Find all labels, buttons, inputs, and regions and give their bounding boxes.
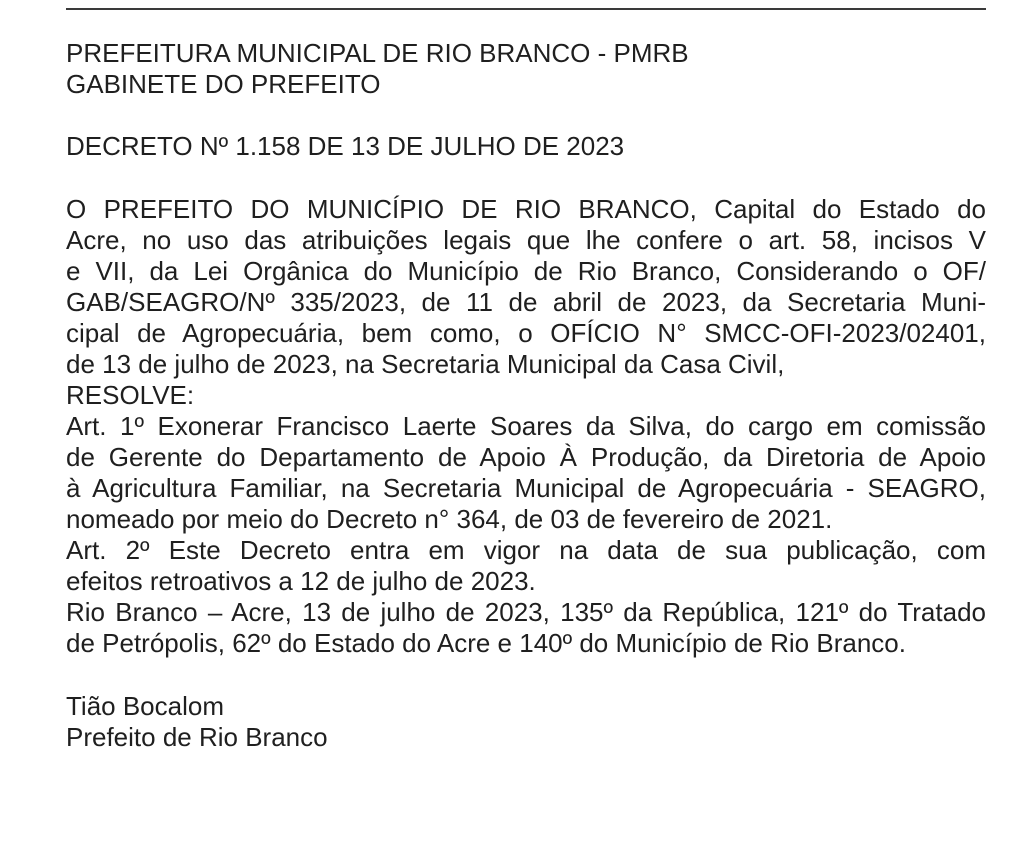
preamble-line: Acre, no uso das atribuições legais que lhe confere o art. 58, incisos V — [66, 225, 986, 255]
closing-line: de Petrópolis, 62º do Estado do Acre e 140º do Município de Rio Branco. — [66, 628, 906, 658]
article-1-line: de Gerente do Departamento de Apoio À Produção, da Diretoria de Apoio — [66, 442, 986, 472]
signatory-role: Prefeito de Rio Branco — [66, 722, 328, 752]
signatory-name: Tião Bocalom — [66, 691, 224, 721]
article-1-line: Art. 1º Exonerar Francisco Laerte Soares da Silva, do cargo em comissão — [66, 411, 986, 441]
article-2-line: Art. 2º Este Decreto entra em vigor na data de sua publicação, com — [66, 535, 986, 565]
article-2-line: efeitos retroativos a 12 de julho de 2023. — [66, 566, 536, 596]
preamble-line: cipal de Agropecuária, bem como, o OFÍCIO N° SMCC-OFI-2023/02401, — [66, 318, 986, 348]
decree-title-block — [66, 131, 986, 162]
office-name: GABINETE DO PREFEITO — [66, 69, 381, 99]
decree-body — [66, 194, 986, 659]
org-name: PREFEITURA MUNICIPAL DE RIO BRANCO - PMRB — [66, 38, 689, 68]
preamble-line: GAB/SEAGRO/Nº 335/2023, de 11 de abril de 2023, da Secretaria Muni- — [66, 287, 986, 317]
header-block — [66, 38, 986, 100]
article-1-line: à Agricultura Familiar, na Secretaria Municipal de Agropecuária - SEAGRO, — [66, 473, 986, 503]
signature-block — [66, 691, 986, 753]
preamble-line: de 13 de julho de 2023, na Secretaria Municipal da Casa Civil, — [66, 349, 785, 379]
article-1-line: nomeado por meio do Decreto n° 364, de 03 de fevereiro de 2021. — [66, 504, 833, 534]
preamble-line: e VII, da Lei Orgânica do Município de Rio Branco, Considerando o OF/ — [66, 256, 986, 286]
decree-title: DECRETO Nº 1.158 DE 13 DE JULHO DE 2023 — [66, 131, 625, 161]
top-rule — [66, 8, 986, 10]
closing-line: Rio Branco – Acre, 13 de julho de 2023, 135º da República, 121º do Tratado — [66, 597, 986, 627]
decree-document — [66, 38, 986, 753]
resolve-heading: RESOLVE: — [66, 380, 195, 410]
preamble-line: O PREFEITO DO MUNICÍPIO DE RIO BRANCO, Capital do Estado do — [66, 194, 986, 224]
